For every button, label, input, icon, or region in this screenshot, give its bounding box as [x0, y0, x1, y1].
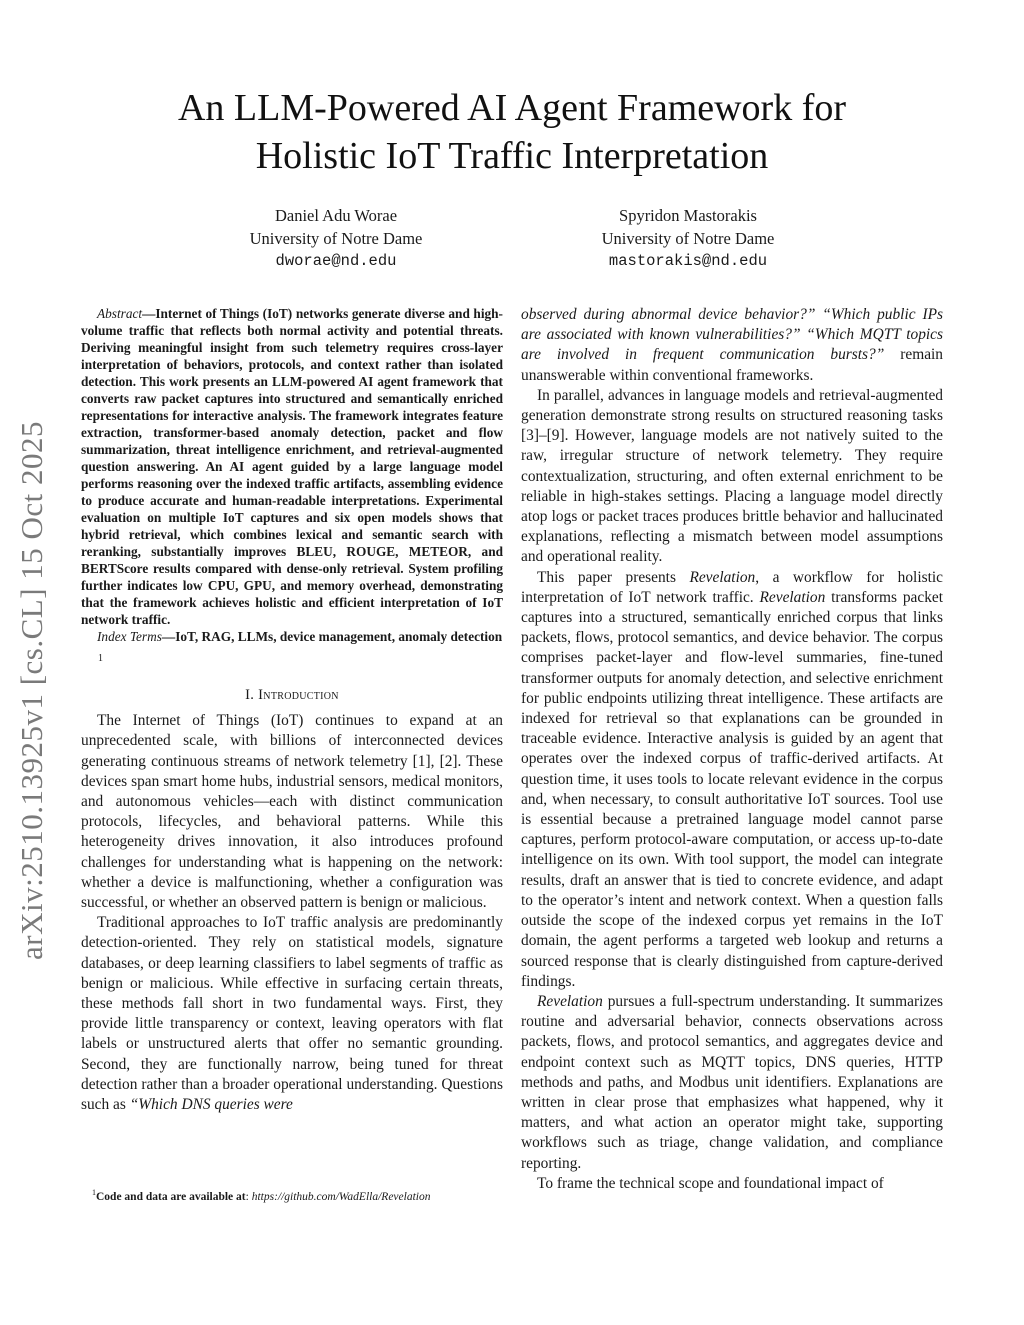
arxiv-identifier[interactable]: arXiv:2510.13925v1 [cs.CL] 15 Oct 2025	[14, 420, 49, 960]
paragraph-text: This paper presents	[537, 568, 690, 586]
author-name: Daniel Adu Worae	[274, 206, 398, 225]
author-block-2	[528, 204, 848, 273]
index-terms-body: —IoT, RAG, LLMs, device management, anomaly detection	[161, 629, 503, 644]
section-number: I.	[245, 687, 255, 703]
intro-paragraph-1: The Internet of Things (IoT) continues to expand at an unprecedented scale, with billions of interconnected devices generating continuous streams of network telemetry [1], [2]. These devices span smart home hubs, industrial sensors, medical monitors, and autonomous vehicles—each with distinct communication protocols, lifecycles, and behavioral patterns. While this heterogeneity drives innovation, it also introduces profound challenges for understanding what is happening on the network: whether a device is malfunctioning, whether a configuration was successful, or whether an observed pattern is benign or malicious.	[81, 712, 503, 912]
paragraph-text: remain unanswerable within conventional frameworks.	[521, 346, 943, 384]
abstract-lead: Abstract	[97, 306, 143, 321]
intro-paragraph-2	[81, 913, 503, 1115]
section-title: Introduction	[258, 687, 339, 703]
abstract	[81, 305, 503, 628]
intro-paragraph-5	[521, 992, 943, 1174]
paragraph-text: transforms packet captures into a structured, semantically enriched corpus that links packets, flows, protocol semantics, and device behavior. The corpus comprises packet-layer and flow-level summaries, fine-tuned transformer outputs for anomaly detection, and selective enrichment for public endpoints utilizing threat intelligence. These artifacts are indexed for retrieval so that explanations can be grounded in traceable evidence. Interactive analysis is guided by an agent that operates over the indexed corpus of traffic-derived artifacts. At question time, it uses tools to locate relevant evidence in the corpus and, when necessary, to consult authoritative IoT sources. Tool use is essential because a pretrained language model cannot parse captures, perform protocol-aware computation, or access up-to-date intelligence on its own. With tool support, the model can integrate results, draft an answer that is tied to concrete evidence, and adapt to the operator’s intent and network context. When a question falls outside the scope of the indexed corpus yet remains in the IoT domain, the agent performs a targeted web lookup and returns a sourced response that is clearly distinguished from capture-derived findings.	[521, 588, 943, 990]
footnote-number: 1	[92, 1188, 96, 1197]
index-terms-lead: Index Terms	[97, 629, 162, 644]
abstract-body: —Internet of Things (IoT) networks generate diverse and high-volume traffic that reflects both normal activity and potential threats. Deriving meaningful insight from such telemetry requires cross-layer interpretation of behaviors, protocols, and context rather than isolated detection. This work presents an LLM-powered AI agent framework that converts raw packet captures into structured and semantically enriched representations for interactive analysis. The framework integrates feature extraction, transformer-based anomaly detection, packet and flow summarization, threat intelligence enrichment, and retrieval-augmented question answering. An AI agent guided by a large language model performs reasoning over the indexed traffic artifacts, assembling evidence to produce accurate and human-readable interpretations. Experimental evaluation on multiple IoT captures and six open models shows that hybrid retrieval, which combines lexical and semantic search with reranking, substantially improves BLEU, ROUGE, METEOR, and BERTScore results compared with dense-only retrieval. System profiling further indicates low CPU, GPU, and memory overhead, demonstrating that the framework achieves holistic and efficient interpretation of IoT network traffic.	[81, 306, 503, 627]
author-email[interactable]: mastorakis@nd.edu	[608, 252, 768, 270]
code-repository-link[interactable]: https://github.com/WadElla/Revelation	[251, 1190, 431, 1203]
title-line-2: Holistic IoT Traffic Interpretation	[255, 135, 769, 177]
author-affiliation: University of Notre Dame	[249, 229, 423, 248]
paper-title	[0, 84, 1024, 180]
author-affiliation: University of Notre Dame	[601, 229, 775, 248]
right-column	[521, 305, 943, 1194]
paragraph-text: , a workflow for holistic interpretation of IoT network traffic.	[521, 568, 943, 606]
intro-paragraph-6: To frame the technical scope and foundational impact of	[537, 1174, 884, 1192]
footnote-colon: :	[245, 1190, 252, 1203]
index-terms	[81, 628, 503, 645]
footnote-label: Code and data are available at	[96, 1190, 246, 1203]
paragraph-quote: “Which DNS queries were	[129, 1096, 293, 1114]
intro-paragraph-3: In parallel, advances in language models and retrieval-augmented generation demonstrate strong results on structured reasoning tasks [3]–[9]. However, language models are not natively suited to the raw, irregular structure of network telemetry. They require contextualization, structuring, and often external enrichment to be reliable in high-stakes settings. Placing a language model directly atop logs or packet traces produces brittle behavior and hallucinated explanations, reflecting a mismatch between model assumptions and operational reality.	[521, 386, 943, 566]
paragraph-text: pursues a full-spectrum understanding. It summarizes routine and adversarial behavior, connects observations across packets, flows, and protocol semantics, and aggregates device and endpoint context such as MQTT topics, DNS queries, HTTP methods and paths, and Modbus unit identifiers. Explanations are written in clear prose that emphasizes what happened, why it matters, and what action an operator might take, supporting workflows such as triage, change validation, and compliance reporting.	[521, 992, 943, 1172]
left-column	[81, 305, 503, 1115]
paragraph-quote: observed during abnormal device behavior?” “Which public IPs are associated with known vulnerabilities?” “Which MQTT topics are involved in frequent communication bursts?”	[521, 306, 943, 364]
title-line-1: An LLM-Powered AI Agent Framework for	[177, 87, 847, 129]
author-block-1	[176, 204, 496, 273]
footnote-marker: 1	[98, 653, 103, 664]
section-heading	[81, 685, 503, 705]
system-name: Revelation	[759, 588, 826, 606]
footnote	[92, 1186, 512, 1204]
system-name: Revelation	[537, 992, 603, 1010]
continued-paragraph	[521, 305, 943, 386]
paragraph-text: Traditional approaches to IoT traffic analysis are predominantly detection-oriented. They rely on statistical models, signature databases, or deep learning classifiers to label segments of traffic as benign or malicious. While effective in surfacing certain threats, these methods fall short in two fundamental ways. First, they provide little transparency or context, leaving operators with flat labels or unstructured alerts that offer no semantic grounding. Second, they are functionally narrow, being tuned for threat detection rather than a broader operational understanding. Questions such as	[81, 914, 503, 1114]
author-email[interactable]: dworae@nd.edu	[275, 252, 397, 270]
author-name: Spyridon Mastorakis	[619, 206, 757, 225]
intro-paragraph-4	[521, 568, 943, 992]
system-name: Revelation	[689, 568, 756, 586]
